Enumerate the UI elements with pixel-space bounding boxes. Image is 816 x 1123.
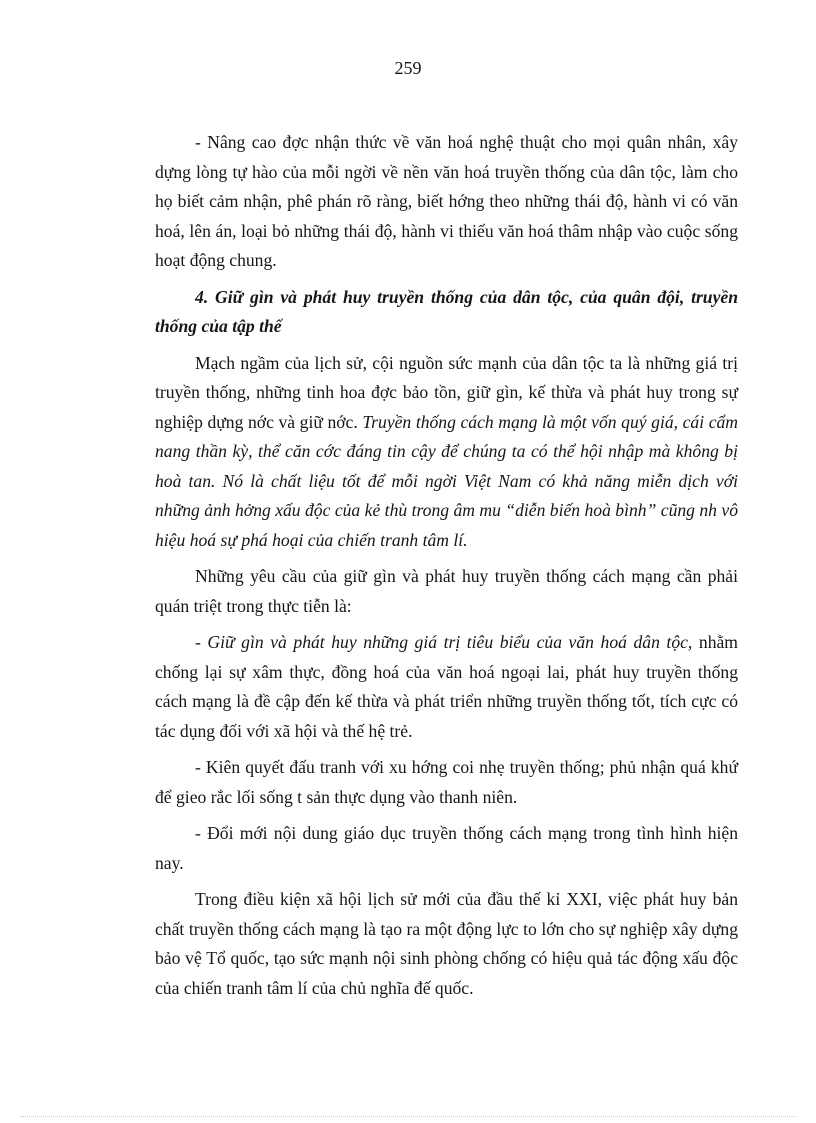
paragraph-tradition-values-italic: Truyền thống cách mạng là một vốn quý giá, cái cẩm nang thần kỳ, thể căn cớc đáng tin cậy để chúng ta có thể hội nhập mà không bị hoà tan. Nó là chất liệu tốt để mỗi ngời Việt Nam có khả năng miễn dịch với những ảnh hởng xấu độc của kẻ thù trong âm mu “diễn biến hoà bình” cũng nh vô hiệu hoá sự phá hoại của chiến tranh tâm lí. [155, 411, 739, 550]
paragraph-culture-awareness: - Nâng cao đợc nhận thức về văn hoá nghệ thuật cho mọi quân nhân, xây dựng lòng tự hào của mỗi ngời về nền văn hoá truyền thống của dân tộc, làm cho họ biết cảm nhận, phê phán rõ ràng, biết hớng theo những thái độ, hành vi có văn hoá, lên án, loại bỏ những thái độ, hành vi thiếu văn hoá thâm nhập vào cuộc sống hoạt động chung. [155, 132, 738, 270]
paragraph-requirement-3: - Đổi mới nội dung giáo dục truyền thống cách mạng trong tình hình hiện nay. [155, 823, 738, 873]
page-number: 259 [394, 58, 422, 78]
footer-divider [20, 1116, 796, 1117]
body-text [155, 128, 738, 1010]
paragraph-requirement-1 [155, 628, 738, 746]
paragraph-requirement-1-normal: nhằm chống lại sự xâm thực, đồng hoá của văn hoá ngoại lai, phát huy truyền thống cách mạng là đề cập đến kế thừa và phát triển những truyền thống tốt, tích cực có tác dụng đối với xã hội và thế hệ trẻ. [155, 632, 738, 741]
section-heading-4: 4. Giữ gìn và phát huy truyền thống của dân tộc, của quân đội, truyền thống của tập thể [155, 286, 738, 336]
paragraph-requirement-2: - Kiên quyết đấu tranh với xu hớng coi nhẹ truyền thống; phủ nhận quá khứ để gieo rắc lối sống t sản thực dụng vào thanh niên. [155, 757, 738, 807]
paragraph-requirements-intro: Những yêu cầu của giữ gìn và phát huy truyền thống cách mạng cần phải quán triệt trong thực tiễn là: [155, 566, 738, 616]
paragraph-tradition-values-normal: Mạch ngầm của lịch sử, cội nguồn sức mạnh của dân tộc ta là những giá trị truyền thống, những tinh hoa đợc bảo tồn, giữ gìn, kế thừa và phát huy trong sự nghiệp dựng nớc và giữ nớc. [155, 352, 738, 432]
paragraph-tradition-values [155, 349, 738, 556]
paragraph-requirement-1-italic: - Giữ gìn và phát huy những giá trị tiêu biểu của văn hoá dân tộc, [195, 632, 693, 652]
paragraph-conclusion: Trong điều kiện xã hội lịch sử mới của đầu thế kỉ XXI, việc phát huy bản chất truyền thống cách mạng là tạo ra một động lực to lớn cho sự nghiệp xây dựng bảo vệ Tổ quốc, tạo sức mạnh nội sinh phòng chống có hiệu quả tác động xấu độc của chiến tranh tâm lí của chủ nghĩa đế quốc. [155, 889, 738, 998]
